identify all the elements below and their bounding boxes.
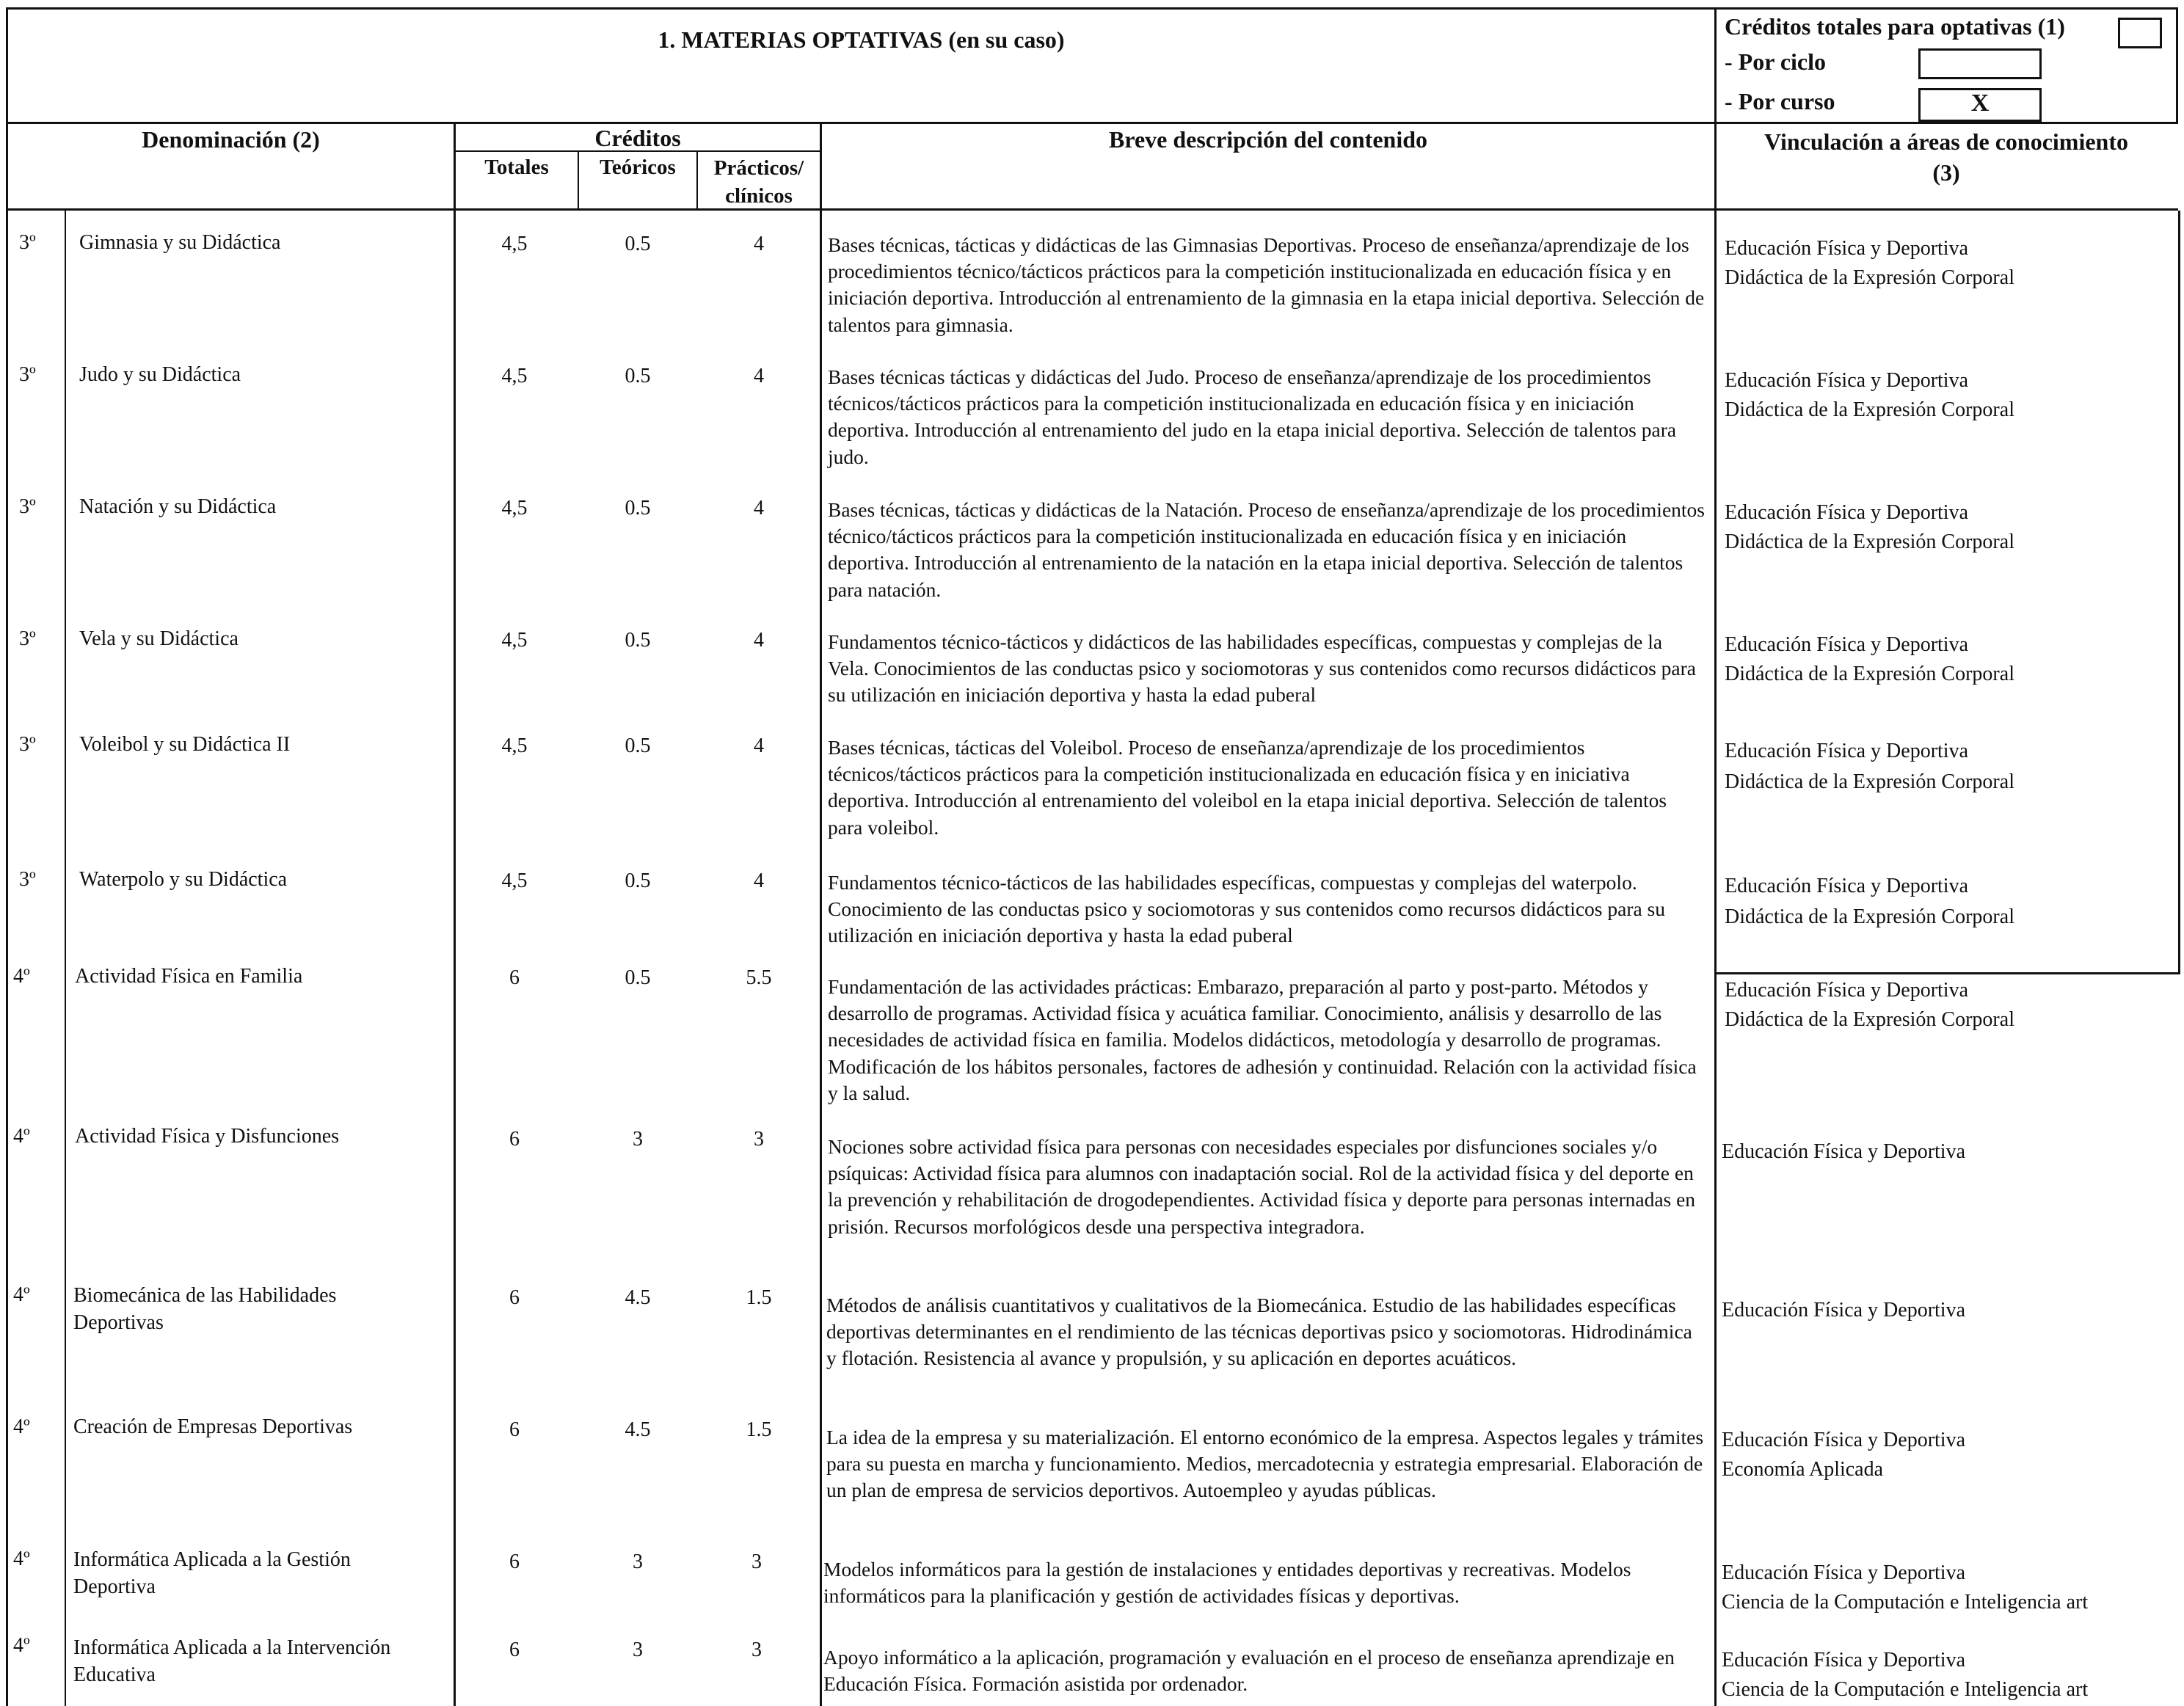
row-curso: 4º: [13, 1283, 30, 1306]
row-teoricos: 0.5: [625, 629, 651, 652]
row-name: Informática Aplicada a la Gestión Deportiva: [73, 1548, 351, 1598]
row-curso: 3º: [19, 231, 36, 254]
top-border: [6, 7, 2178, 10]
row-name: Biomecánica de las Habilidades Deportivas: [73, 1284, 337, 1334]
row-name: Actividad Física y Disfunciones: [75, 1125, 340, 1148]
row-totales: 6: [509, 1128, 520, 1151]
row-curso: 3º: [19, 627, 36, 650]
row-practicos: 5.5: [746, 966, 772, 989]
row-name: Waterpolo y su Didáctica: [79, 868, 288, 891]
section-title: 1. MATERIAS OPTATIVAS (en su caso): [658, 26, 1065, 53]
row-totales: 6: [509, 1418, 520, 1441]
header-divider-2: [6, 208, 2178, 211]
row-areas: Educación Física y Deportiva Didáctica de la Expresión Corporal: [1725, 633, 2014, 685]
row-practicos: 1.5: [746, 1286, 772, 1309]
row-name: Gimnasia y su Didáctica: [79, 231, 281, 254]
area-box-right: [2178, 211, 2180, 974]
row-areas: Educación Física y Deportiva Didáctica de la Expresión Corporal: [1725, 740, 2014, 793]
row-description: Modelos informáticos para la gestión de instalaciones y entidades deportivas y recreativas. Modelos informáticos para la planificación y gestión de actividades físicas y deportivas.: [823, 1558, 1631, 1608]
row-description: Nociones sobre actividad física para personas con necesidades especiales por disfunciones sociales y/o psíquicas: Actividad física para alumnos con inadaptación social. Rol de la actividad física y del deporte en la prevención y rehabilitación de drogodependientes. Actividad física y deporte para personas internadas en prisión. Recursos morfológicos desde una perspectiva integradora.: [828, 1135, 1696, 1238]
row-curso: 3º: [19, 733, 36, 756]
col-totales: Totales: [484, 156, 549, 179]
row-description: Fundamentación de las actividades prácticas: Embarazo, preparación al parto y post-parto. Métodos y desarrollo de programas. Actividad física y acuática familiar. Conocimiento, análisis y desarrollo de las necesidades de actividad física en familia. Modelos didácticos, metodología y desarrollo de programas. Modificación de los hábitos personales, factores de adhesión y continuidad. Relación con la actividad física y la salud.: [828, 975, 1697, 1104]
row-areas: Educación Física y Deportiva Didáctica de la Expresión Corporal: [1725, 237, 2014, 289]
row-totales: 6: [509, 1638, 520, 1661]
row-areas: Educación Física y Deportiva Ciencia de la Computación e Inteligencia art: [1722, 1649, 2089, 1701]
row-teoricos: 0.5: [625, 233, 651, 255]
row-areas: Educación Física y Deportiva Didáctica de la Expresión Corporal: [1725, 875, 2014, 928]
row-practicos: 3: [754, 1128, 764, 1151]
col-divider-curso: [65, 211, 66, 1706]
row-description: Bases técnicas, tácticas del Voleibol. Proceso de enseñanza/aprendizaje de los procedimientos técnicos/tácticos prácticos para la competición institucionalizada en educación física y en iniciativa deportiva. Introducción al entrenamiento del voleibol en la etapa inicial deportiva. Selección de talentos para voleibol.: [828, 736, 1667, 839]
row-description: Fundamentos técnico-tácticos y didácticos de las habilidades específicas, compuestas y complejas de la Vela. Conocimientos de las conductas psico y sociomotoras y sus contenidos como recursos didácticos para su utilización en iniciación deportiva y hasta la edad puberal: [828, 630, 1696, 707]
row-curso: 4º: [13, 1125, 30, 1148]
row-description: Apoyo informático a la aplicación, programación y evaluación en el proceso de enseñanza aprendizaje en Educación Física. Formación asistida por ordenador.: [823, 1646, 1675, 1696]
row-practicos: 4: [754, 365, 764, 387]
row-description: Métodos de análisis cuantitativos y cualitativos de la Biomecánica. Estudio de las habilidades específicas deportivas determinantes en el rendimiento de las técnicas deportivas psico y sociomotoras. Hidrodinámica y flotación. Resistencia al avance y propulsión, y su aplicación en deportes acuáticos.: [826, 1294, 1692, 1370]
row-areas: Educación Física y Deportiva: [1722, 1140, 1966, 1163]
col-divider-denominacion: [454, 122, 456, 1706]
row-totales: 4,5: [501, 233, 528, 255]
row-practicos: 3: [751, 1550, 762, 1573]
row-practicos: 4: [754, 870, 764, 892]
row-areas: Educación Física y Deportiva Didáctica de la Expresión Corporal: [1725, 979, 2014, 1031]
row-practicos: 4: [754, 233, 764, 255]
por-curso-label: - Por curso: [1725, 88, 1835, 114]
col-divider-practicos: [820, 122, 822, 1706]
row-totales: 4,5: [501, 734, 528, 757]
row-teoricos: 3: [633, 1128, 643, 1151]
row-name: Actividad Física en Familia: [75, 965, 303, 988]
row-totales: 4,5: [501, 870, 528, 892]
row-teoricos: 0.5: [625, 365, 651, 387]
col-denominacion: Denominación (2): [142, 126, 320, 153]
row-totales: 4,5: [501, 365, 528, 387]
row-curso: 3º: [19, 868, 36, 891]
row-curso: 4º: [13, 1415, 30, 1438]
area-box-bottom: [1714, 972, 2180, 974]
col-vinculacion: Vinculación a áreas de conocimiento (3): [1764, 128, 2128, 186]
row-areas: Educación Física y Deportiva: [1722, 1299, 1966, 1322]
row-teoricos: 3: [633, 1550, 643, 1573]
row-areas: Educación Física y Deportiva Didáctica de la Expresión Corporal: [1725, 501, 2014, 553]
header-divider-1: [6, 122, 2178, 124]
row-practicos: 4: [754, 497, 764, 520]
row-areas: Educación Física y Deportiva Didáctica de la Expresión Corporal: [1725, 369, 2014, 421]
credits-total-box: [2118, 18, 2162, 48]
col-descripcion: Breve descripción del contenido: [1108, 126, 1428, 153]
row-totales: 6: [509, 966, 520, 989]
row-practicos: 3: [751, 1638, 762, 1661]
row-name: Creación de Empresas Deportivas: [73, 1415, 353, 1438]
por-ciclo-box: [1918, 48, 2042, 79]
row-name: Informática Aplicada a la Intervención Educativa: [73, 1636, 391, 1686]
row-name: Vela y su Didáctica: [79, 627, 239, 650]
row-totales: 6: [509, 1550, 520, 1573]
row-teoricos: 4.5: [625, 1286, 651, 1309]
col-teoricos: Teóricos: [600, 156, 676, 179]
row-curso: 3º: [19, 495, 36, 518]
row-name: Natación y su Didáctica: [79, 495, 277, 518]
row-description: Fundamentos técnico-tácticos de las habilidades específicas, compuestas y complejas del waterpolo. Conocimiento de las conductas psico y sociomotoras y sus contenidos como recursos didácticos para su utilización en iniciación deportiva y hasta la edad puberal: [828, 871, 1666, 947]
row-practicos: 1.5: [746, 1418, 772, 1441]
row-teoricos: 3: [633, 1638, 643, 1661]
row-curso: 4º: [13, 1548, 30, 1570]
row-description: Bases técnicas, tácticas y didácticas de las Gimnasias Deportivas. Proceso de enseñanza/aprendizaje de los procedimientos técnico/tácticos prácticos para la competición institucionalizada en educación física y en iniciación deportiva. Introducción al entrenamiento de la gimnasia en la etapa inicial deportiva. Selección de talentos para gimnasia.: [828, 233, 1705, 336]
row-totales: 6: [509, 1286, 520, 1309]
row-practicos: 4: [754, 629, 764, 652]
row-curso: 3º: [19, 363, 36, 386]
credits-total-label: Créditos totales para optativas (1): [1725, 13, 2065, 40]
row-curso: 4º: [13, 1634, 30, 1657]
row-areas: Educación Física y Deportiva Economía Aplicada: [1722, 1429, 1966, 1481]
row-areas: Educación Física y Deportiva Ciencia de la Computación e Inteligencia art: [1722, 1561, 2089, 1614]
row-description: Bases técnicas, tácticas y didácticas de la Natación. Proceso de enseñanza/aprendizaje de los procedimientos técnico/tácticos prácticos para la competición institucionalizada en educación física y en iniciación deportiva. Introducción al entrenamiento de la natación en la etapa inicial deportiva. Selección de talentos para natación.: [828, 498, 1705, 601]
left-border: [6, 7, 8, 1706]
por-ciclo-label: - Por ciclo: [1725, 48, 1827, 75]
row-description: Bases técnicas tácticas y didácticas del Judo. Proceso de enseñanza/aprendizaje de los procedimientos técnicos/tácticos prácticos para la competición institucionalizada en educación física y en iniciación deportiva. Introducción al entrenamiento del judo en la etapa inicial deportiva. Selección de talentos para judo.: [828, 365, 1677, 468]
right-border-top: [2176, 7, 2178, 123]
row-description: La idea de la empresa y su materialización. El entorno económico de la empresa. Aspectos legales y trámites para su puesta en marcha y funcionamiento. Medios, mercadotecnia y estrategia empresarial. Elaboración de un plan de empresa de servicios deportivos. Autoempleo y ayudas públicas.: [826, 1426, 1704, 1502]
row-teoricos: 0.5: [625, 497, 651, 520]
row-name: Judo y su Didáctica: [79, 363, 241, 386]
credits-block-left: [1714, 7, 1717, 1706]
row-teoricos: 0.5: [625, 870, 651, 892]
por-curso-box: X: [1918, 88, 2042, 122]
row-totales: 4,5: [501, 629, 528, 652]
row-teoricos: 0.5: [625, 734, 651, 757]
row-name: Voleibol y su Didáctica II: [79, 733, 291, 756]
col-creditos: Créditos: [594, 125, 681, 151]
row-curso: 4º: [13, 965, 30, 988]
row-teoricos: 4.5: [625, 1418, 651, 1441]
row-totales: 4,5: [501, 497, 528, 520]
row-practicos: 4: [754, 734, 764, 757]
row-teoricos: 0.5: [625, 966, 651, 989]
col-practicos: Prácticos/ clínicos: [713, 156, 804, 208]
